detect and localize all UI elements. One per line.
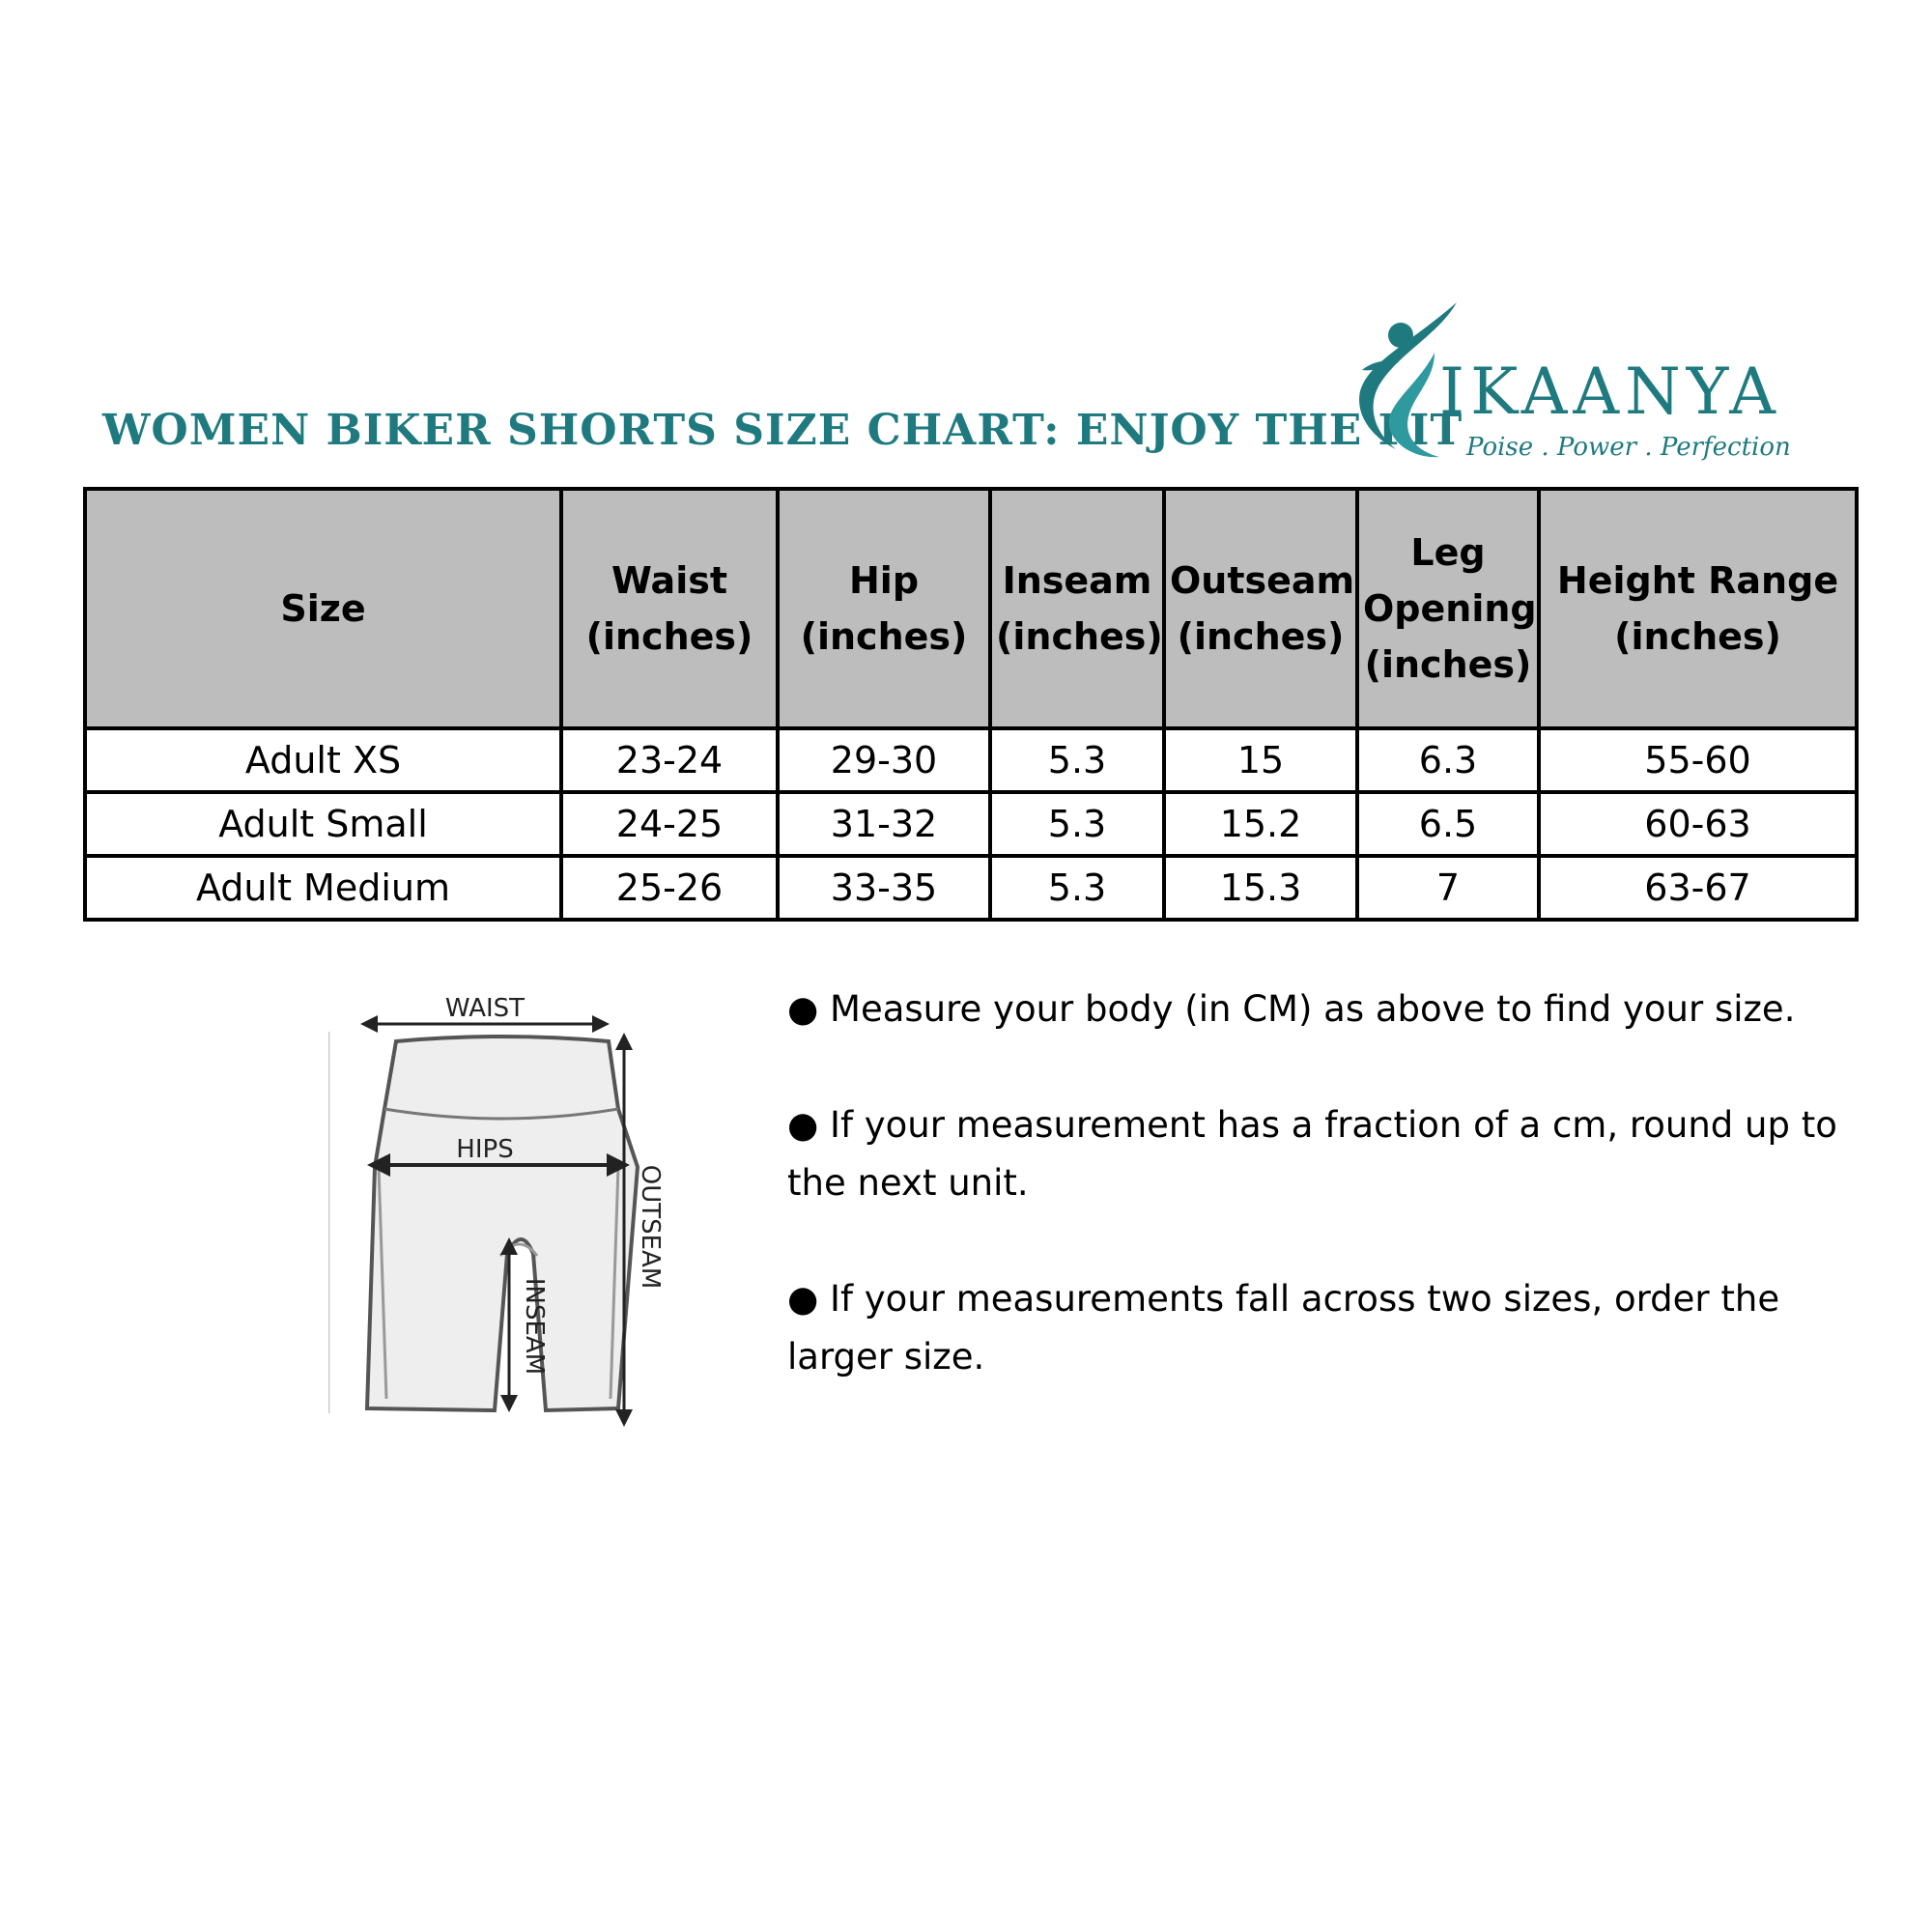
cell-inseam: 5.3 [990, 728, 1164, 792]
table-header-row [85, 489, 1857, 728]
header-leg-opening: Leg Opening (inches) [1357, 489, 1539, 728]
shorts-measurement-diagram [328, 974, 696, 1428]
cell-waist: 24-25 [561, 792, 778, 856]
header-inseam: Inseam (inches) [990, 489, 1164, 728]
header-size: Size [85, 489, 561, 728]
header-hip: Hip (inches) [778, 489, 990, 728]
cell-waist: 23-24 [561, 728, 778, 792]
cell-outseam: 15.2 [1164, 792, 1357, 856]
size-chart-table [83, 487, 1859, 922]
cell-height-range: 60-63 [1539, 792, 1857, 856]
cell-outseam: 15 [1164, 728, 1357, 792]
table-row [85, 728, 1857, 792]
cell-height-range: 63-67 [1539, 856, 1857, 920]
note-item: ● Measure your body (in CM) as above to find your size. [787, 988, 1796, 1030]
table-row [85, 792, 1857, 856]
cell-leg-opening: 6.5 [1357, 792, 1539, 856]
cell-hip: 33-35 [778, 856, 990, 920]
inseam-label: INSEAM [520, 1277, 549, 1376]
header-waist: Waist (inches) [561, 489, 778, 728]
cell-leg-opening: 7 [1357, 856, 1539, 920]
table-row [85, 856, 1857, 920]
waist-label: WAIST [444, 994, 526, 1023]
outseam-label: OUTSEAM [636, 1164, 665, 1290]
page-title: WOMEN BIKER SHORTS SIZE CHART: ENJOY THE FIT [102, 406, 1463, 455]
cell-waist: 25-26 [561, 856, 778, 920]
cell-inseam: 5.3 [990, 856, 1164, 920]
cell-outseam: 15.3 [1164, 856, 1357, 920]
note-item: ● If your measurement has a fraction of a cm, round up to the next unit. [787, 1104, 1837, 1204]
cell-height-range: 55-60 [1539, 728, 1857, 792]
cell-size: Adult Medium [85, 856, 561, 920]
cell-inseam: 5.3 [990, 792, 1164, 856]
cell-leg-opening: 6.3 [1357, 728, 1539, 792]
brand-logo [1343, 295, 1845, 478]
brand-name: IKAANYA [1439, 355, 1781, 429]
shorts-illustration [328, 974, 696, 1428]
cell-size: Adult XS [85, 728, 561, 792]
measurement-notes [787, 980, 1869, 1444]
note-item: ● If your measurements fall across two sizes, order the larger size. [787, 1278, 1780, 1378]
brand-tagline: Poise . Power . Perfection [1466, 433, 1791, 462]
cell-hip: 29-30 [778, 728, 990, 792]
cell-size: Adult Small [85, 792, 561, 856]
header-height-range: Height Range (inches) [1539, 489, 1857, 728]
hips-label: HIPS [456, 1135, 514, 1164]
header-outseam: Outseam (inches) [1164, 489, 1357, 728]
cell-hip: 31-32 [778, 792, 990, 856]
